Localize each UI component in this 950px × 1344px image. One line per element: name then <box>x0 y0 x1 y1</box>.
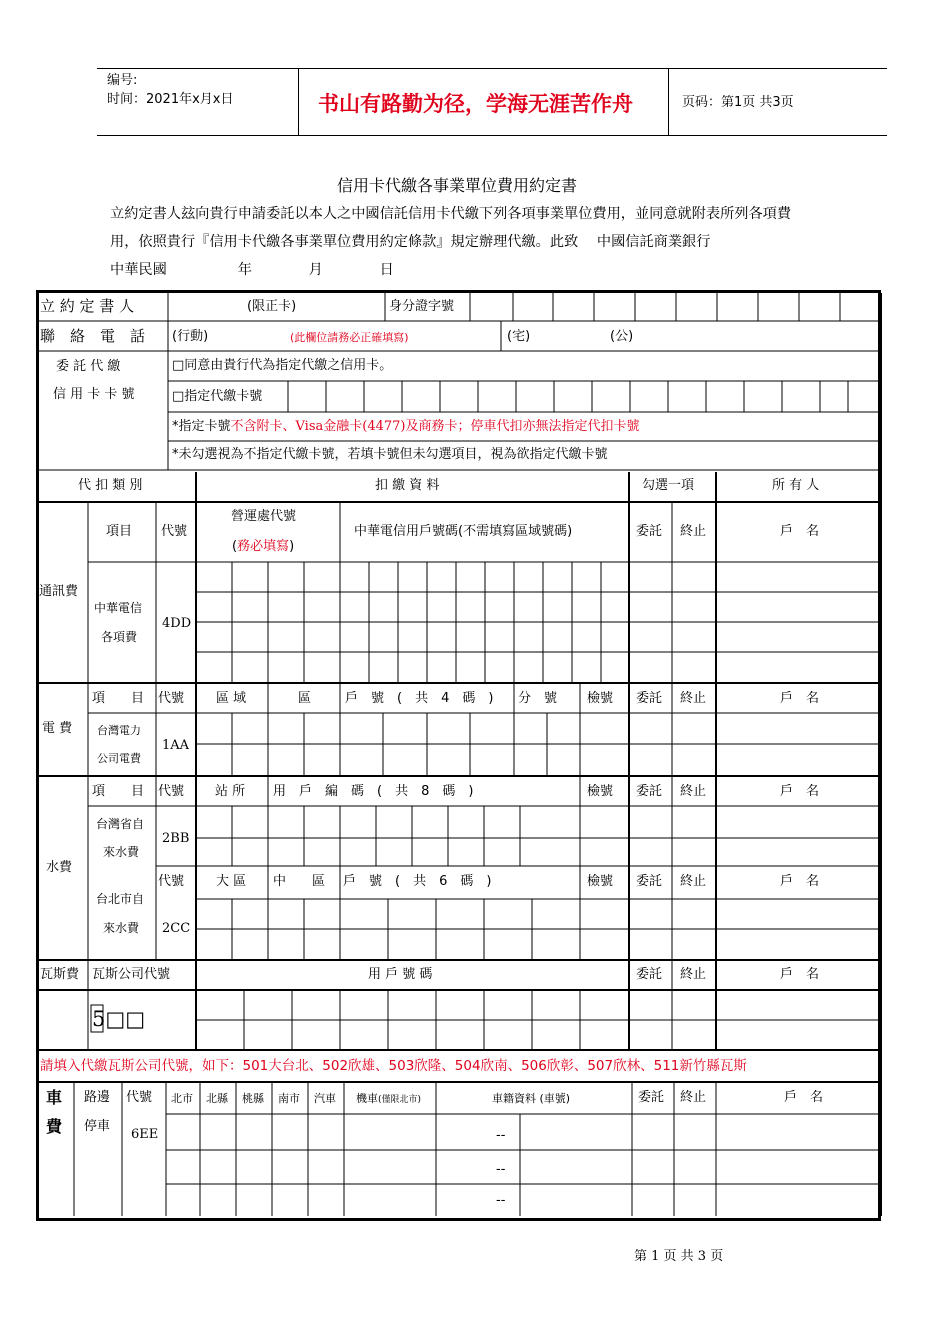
water-tp-account-header: 戶 號 ( 共 6 碼 ) <box>343 874 492 889</box>
telecom-item-header: 項目 <box>106 524 133 539</box>
mobile-phone-field[interactable]: (行動) <box>172 329 209 344</box>
gas-company-note: 請填入代繳瓦斯公司代號，如下：501大台北、502欣雄、503欣隆、504欣南、506欣彰、507欣林、511新竹縣瓦斯 <box>40 1058 747 1074</box>
card-label-line2: 信 用 卡 卡 號 <box>53 387 135 402</box>
card-holder-field[interactable]: (限正卡) <box>247 299 297 314</box>
gas-code-prefix[interactable]: 5□□ <box>92 1007 146 1031</box>
water-checkno-header: 檢號 <box>587 784 614 799</box>
parking-city-taipei: 北市 <box>171 1092 193 1105</box>
water-usercode-header: 用 戶 編 碼 ( 共 8 碼 ) <box>273 784 474 799</box>
water-midregion-header: 中 區 <box>273 874 326 889</box>
water-code-header: 代號 <box>158 784 185 799</box>
parking-code-value: 6EE <box>131 1127 159 1142</box>
electric-region-header: 區 域 <box>216 691 247 706</box>
parking-motorcycle-note: (僅限北市) <box>378 1095 422 1105</box>
col-owner-header: 所 有 人 <box>772 478 820 493</box>
telecom-branch-code-header: 營運處代號 <box>231 509 297 524</box>
option-same-card-checkbox[interactable]: □同意由貴行代為指定代繳之信用卡。 <box>172 358 393 373</box>
intro-line-1: 立約定書人玆向貴行申請委託以本人之中國信託信用卡代繳下列各項事業單位費用，並同意就附表所列各項費 <box>110 206 792 222</box>
electric-district-header: 區 <box>298 691 312 706</box>
electric-subno-header: 分 號 <box>518 691 558 706</box>
card-note-1-red: 不含附卡、Visa金融卡(4477)及商務卡；停車代扣亦無法指定代扣卡號 <box>230 419 640 434</box>
water-tp-name-2: 來水費 <box>103 921 140 935</box>
telecom-commission-header: 委託 <box>636 524 663 539</box>
water-bigregion-header: 大 區 <box>216 874 247 889</box>
electric-item-name-2: 公司電費 <box>97 752 141 765</box>
water-tp-account-name-header: 戶 名 <box>780 874 820 889</box>
party-label: 立 約 定 書 人 <box>40 297 135 315</box>
parking-terminate-header: 終止 <box>680 1090 707 1105</box>
option-specify-card-checkbox[interactable]: □指定代繳卡號 <box>172 389 263 404</box>
electric-item-name-1: 台灣電力 <box>97 724 141 737</box>
electric-category: 電 費 <box>42 721 73 736</box>
intro-line-2: 用，依照貴行『信用卡代繳各事業單位費用約定條款』規定辦理代繳。此致 中國信託商業銀行 <box>110 234 711 250</box>
parking-city-taoyuan: 桃縣 <box>242 1092 264 1105</box>
card-number-boxes <box>288 381 848 412</box>
water-tp-terminate-header: 終止 <box>680 874 707 889</box>
electric-commission-header: 委託 <box>636 691 663 706</box>
document-title: 信用卡代繳各事業單位費用約定書 <box>337 176 578 195</box>
parking-car: 汽車 <box>314 1092 336 1105</box>
mobile-required-note: (此欄位請務必正確填寫) <box>290 331 409 344</box>
water-terminate-header: 終止 <box>680 784 707 799</box>
parking-item-2: 停車 <box>84 1119 111 1134</box>
electric-code-header: 代號 <box>158 691 185 706</box>
water-tw-code: 2BB <box>162 831 190 846</box>
electric-account-name-header: 戶 名 <box>780 691 820 706</box>
gas-company-code-header: 瓦斯公司代號 <box>92 967 171 982</box>
parking-dash-3: -- <box>496 1193 506 1208</box>
office-phone-field[interactable]: (公) <box>610 329 634 344</box>
parking-commission-header: 委託 <box>638 1090 665 1105</box>
telecom-code-value: 4DD <box>162 616 192 631</box>
card-note-2: *未勾選視為不指定代繳卡號，若填卡號但未勾選項目，視為欲指定代繳卡號 <box>172 447 608 462</box>
water-tp-code: 2CC <box>162 921 191 936</box>
col-category-header: 代 扣 類 別 <box>78 478 143 493</box>
electric-account-header: 戶 號 ( 共 4 碼 ) <box>345 691 494 706</box>
parking-dash-1: -- <box>496 1128 506 1143</box>
id-number-label: 身分證字號 <box>389 299 455 314</box>
water-tw-name-2: 來水費 <box>103 845 140 859</box>
card-note-1: *指定卡號不含附卡、Visa金融卡(4477)及商務卡；停車代扣亦無法指定代扣卡號 <box>172 419 640 434</box>
telecom-code-header: 代號 <box>161 524 188 539</box>
parking-code-header: 代號 <box>126 1090 153 1105</box>
page-info: 页码：第1页 共3页 <box>682 95 794 110</box>
telecom-category: 通訊費 <box>39 584 79 599</box>
telecom-account-header: 中華電信用戶號碼(不需填寫區域號碼) <box>354 524 573 539</box>
parking-vehicle-header: 車籍資料 (車號) <box>492 1092 571 1105</box>
parking-dash-2: -- <box>496 1162 506 1177</box>
water-station-header: 站 所 <box>215 784 246 799</box>
time-label: 时间：2021年x月x日 <box>107 92 234 107</box>
footer-page-number: 第 1 页 共 3 页 <box>634 1249 724 1264</box>
gas-category: 瓦斯費 <box>40 967 80 982</box>
water-tp-checkno-header: 檢號 <box>587 874 614 889</box>
contact-phone-label: 聯 絡 電 話 <box>40 327 146 345</box>
col-data-header: 扣 繳 資 料 <box>375 478 440 493</box>
home-phone-field[interactable]: (宅) <box>507 329 531 344</box>
parking-account-name-header: 戶 名 <box>784 1090 824 1105</box>
gas-commission-header: 委託 <box>636 967 663 982</box>
motto: 书山有路勤为径，学海无涯苦作舟 <box>318 92 633 116</box>
date-line: 中華民國 年 月 日 <box>110 262 394 278</box>
water-category: 水費 <box>46 860 73 875</box>
gas-account-name-header: 戶 名 <box>780 967 820 982</box>
parking-category-1: 車 <box>46 1088 63 1107</box>
telecom-branch-required: (務必填寫) <box>232 539 295 554</box>
electric-code-value: 1AA <box>162 738 190 753</box>
water-tp-commission-header: 委託 <box>636 874 663 889</box>
water-tp-code-header: 代號 <box>158 874 185 889</box>
telecom-account-name-header: 戶 名 <box>780 524 820 539</box>
doc-number-label: 编号: <box>107 73 138 88</box>
gas-account-header: 用 戶 號 碼 <box>368 967 433 982</box>
parking-motorcycle: 機車(僅限北市) <box>356 1092 422 1105</box>
water-item-header: 項 目 <box>92 784 145 799</box>
water-tw-name-1: 台灣省自 <box>96 817 145 831</box>
electric-checkno-header: 檢號 <box>587 691 614 706</box>
telecom-branch-required-red: 務必填寫 <box>237 539 290 554</box>
telecom-item-name-2: 各項費 <box>101 630 138 644</box>
col-check-header: 勾選一項 <box>642 478 695 493</box>
electric-terminate-header: 終止 <box>680 691 707 706</box>
parking-city-taipei-county: 北縣 <box>206 1092 228 1105</box>
id-number-boxes <box>513 293 840 321</box>
telecom-item-name-1: 中華電信 <box>94 601 143 615</box>
parking-category-2: 費 <box>46 1117 63 1136</box>
card-label-line1: 委 託 代 繳 <box>56 359 121 374</box>
parking-item-1: 路邊 <box>84 1090 111 1105</box>
parking-city-tainan: 南市 <box>278 1092 300 1105</box>
water-commission-header: 委託 <box>636 784 663 799</box>
water-account-name-header: 戶 名 <box>780 784 820 799</box>
water-tp-name-1: 台北市自 <box>96 892 145 906</box>
gas-terminate-header: 終止 <box>680 967 707 982</box>
telecom-terminate-header: 終止 <box>680 524 707 539</box>
electric-item-header: 項 目 <box>92 691 145 706</box>
